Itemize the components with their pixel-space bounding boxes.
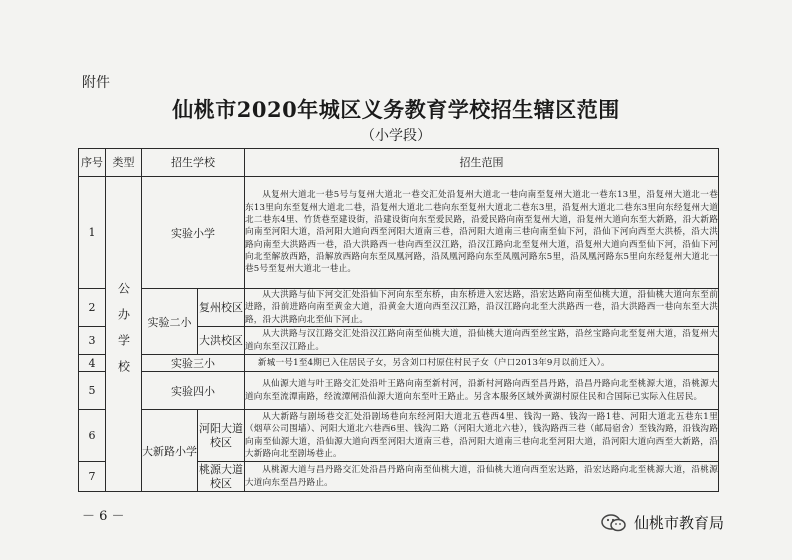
campus-name: 复州校区 [198, 289, 245, 327]
document-title: 仙桃市2020年城区义务教育学校招生辖区范围 [172, 97, 620, 122]
table-row [79, 355, 719, 372]
campus-name: 大洪校区 [198, 327, 245, 355]
table-header-row [79, 149, 719, 177]
scope-text: 从大洪路与汉江路交汇处沿汉江路向南至仙桃大道，沿仙桃大道向西至丝宝路，沿丝宝路向北至复州大道，沿复州大道向东至汉江路止。 [245, 327, 719, 355]
header-school: 招生学校 [142, 149, 245, 177]
campus-name: 河阳大道校区 [198, 410, 245, 462]
header-scope: 招生范围 [245, 149, 719, 177]
row-number: 3 [79, 327, 106, 355]
wechat-icon [600, 513, 628, 533]
scope-text: 从仙源大道与叶王路交汇处沿叶王路向南至新村河，沿新村河路向西至昌丹路，沿昌丹路向北至桃源大道，沿桃源大道向东至流潭南路，经流潭闸沿仙源大道向东至叶王路止。另含本服务区域外黄湖村原住民和合国际已实际入住居民。 [245, 372, 719, 410]
school-name: 大新路小学 [142, 410, 198, 492]
school-type-cell [106, 177, 142, 492]
header-type: 类型 [106, 149, 142, 177]
row-number: 6 [79, 410, 106, 462]
scope-text: 从大新路与剧场巷交汇处沿剧场巷向东经河阳大道北五巷西4里、钱沟一路、钱沟一路1巷、河阳大道北五巷东1里（烟草公司围墙）、河阳大道北六巷西6里、钱沟二路（河阳大道北六巷），钱沟路西三巷（邮局宿舍）至钱沟路，沿钱沟路向南至仙源大道，沿仙源大道向西至河阳大道南三巷，沿河阳大道南三巷向北至河阳大道，沿河阳大道向西至大新路，沿大新路向北至剧场巷止。 [245, 410, 719, 462]
campus-name: 桃源大道校区 [199, 462, 243, 490]
table-row [79, 177, 719, 289]
school-name: 实验二小 [142, 289, 198, 355]
scope-text: 从桃源大道与昌丹路交汇处沿昌丹路向南至仙桃大道，沿仙桃大道向西至宏达路，沿宏达路向北至桃源大道，沿桃源大道向东至昌丹路止。 [245, 462, 719, 492]
scope-text: 从大洪路与仙下河交汇处沿仙下河向东至东桥，由东桥进入宏达路，沿宏达路向南至仙桃大道，沿仙桃大道向东至前进路，沿前进路向南至黄金大道，沿黄金大道向西至汉江路，沿汉江路向北至大洪路西一巷，沿大洪路西一巷向东至大洪路，沿大洪路向北至仙下河止。 [245, 290, 718, 325]
scope-text: 从复州大道北一巷5号与复州大道北一巷交汇处沿复州大道北一巷向南至复州大道北一巷东13里，沿复州大道北一巷东13里向东至复州大道北二巷，沿复州大道北二巷向东至复州大道北二巷东3里，沿复州大道北二巷东3里向东经复州大道北二巷东4里、竹货巷至建设街，沿建设街向东至爱民路，沿爱民路向南至复州大道，沿复州大道向东至大新路，沿大新路向南至河阳大道，沿河阳大道向西至河阳大道南三巷，沿河阳大道南三巷向南至仙下河，沿仙下河向西至大洪桥，沿大洪路向南至大洪路西一巷，沿大洪路西一巷向西至汉江路，沿汉江路向北至复州大道，沿复州大道向西至仙下河，沿仙下河向北至解放西路，沿解放西路向东至凤凰河路，沿凤凰河路向东至凤凰河路东5里，沿凤凰河路东5里向东经复州大道北一巷5号至复州大道北一巷止。 [245, 177, 719, 289]
scope-text: 新城一号1至4期已入住居民子女，另含刘口村原住村民子女（户口2013年9月以前迁入）。 [245, 355, 719, 372]
school-type-label: 公办学校 [116, 282, 131, 386]
row-number: 5 [79, 372, 106, 410]
header-no: 序号 [79, 149, 106, 177]
document-subtitle: （小学段） [361, 128, 431, 144]
row-number: 2 [79, 289, 106, 327]
watermark-text: 仙桃市教育局 [634, 514, 725, 532]
table-row [79, 410, 719, 462]
row-number: 4 [79, 355, 106, 372]
school-name: 实验三小 [142, 355, 245, 372]
enrollment-table [78, 148, 719, 492]
school-name: 实验四小 [142, 372, 245, 410]
page-number: － 6 － [82, 509, 125, 524]
annex-label: 附件 [82, 75, 110, 91]
table-row [79, 372, 719, 410]
table-row [79, 289, 719, 327]
school-name: 实验小学 [142, 177, 245, 289]
watermark [600, 512, 724, 533]
row-number: 1 [79, 177, 106, 289]
row-number: 7 [79, 462, 106, 492]
